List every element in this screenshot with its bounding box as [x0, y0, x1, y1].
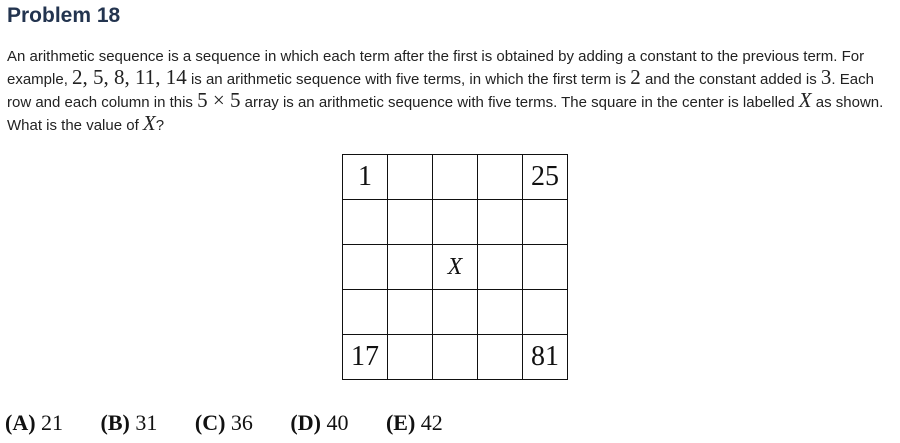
grid-cell	[478, 245, 523, 290]
grid-row	[343, 245, 568, 290]
choice-value: 36	[230, 410, 253, 435]
answer-choice-b[interactable]	[101, 410, 158, 436]
grid-cell	[478, 335, 523, 380]
problem-statement	[7, 47, 897, 136]
grid-cell	[388, 155, 433, 200]
number-grid	[342, 154, 568, 380]
statement-text-6: as shown. What is the value of	[7, 94, 884, 134]
grid-cell	[478, 155, 523, 200]
statement-text-3: and the constant added is	[640, 71, 821, 88]
example-sequence: 2, 5, 8, 11, 14	[72, 65, 187, 89]
answer-choice-e[interactable]	[386, 410, 443, 436]
constant-value: 3	[820, 65, 832, 89]
grid-cell	[343, 200, 388, 245]
grid-cell	[523, 245, 568, 290]
problem-title: Problem 18	[7, 4, 121, 27]
grid-cell: 1	[343, 155, 388, 200]
answer-choice-a[interactable]	[5, 410, 63, 436]
choice-value: 42	[420, 410, 443, 435]
grid-cell: 81	[523, 335, 568, 380]
grid-cell	[433, 290, 478, 335]
answer-choice-c[interactable]	[195, 410, 253, 436]
choice-letter: (D)	[290, 410, 321, 435]
grid-row	[343, 155, 568, 200]
first-term-value: 2	[630, 65, 641, 89]
variable-x-question: X	[142, 111, 156, 135]
grid-row	[343, 290, 568, 335]
grid-cell	[388, 335, 433, 380]
choice-letter: (C)	[194, 410, 226, 435]
grid-cell	[388, 245, 433, 290]
grid-cell	[388, 290, 433, 335]
statement-text-5: array is an arithmetic sequence with five terms. The square in the center is labelled	[240, 94, 799, 111]
array-size: 5 × 5	[197, 88, 241, 112]
grid-cell	[478, 290, 523, 335]
choice-value: 40	[326, 410, 349, 435]
choice-value: 21	[41, 410, 64, 435]
grid-row	[343, 200, 568, 245]
choice-letter: (B)	[100, 410, 130, 435]
grid-cell: 25	[523, 155, 568, 200]
answer-choice-d[interactable]	[290, 410, 348, 436]
grid-cell	[433, 200, 478, 245]
statement-text-7: ?	[155, 117, 165, 134]
grid-cell	[343, 290, 388, 335]
grid-cell	[523, 200, 568, 245]
grid-cell: 17	[343, 335, 388, 380]
choice-letter: (A)	[5, 410, 36, 435]
answer-choices	[5, 410, 475, 436]
choice-value: 31	[135, 410, 158, 435]
statement-text-2: is an arithmetic sequence with five terms, in which the first term is	[186, 71, 631, 88]
statement-text-1: An arithmetic sequence is a sequence in which each term after the first is obtained by adding a constant to the previous term. For example,	[7, 48, 865, 88]
grid-cell-center: X	[433, 245, 478, 290]
grid-cell	[433, 155, 478, 200]
grid-cell	[343, 245, 388, 290]
grid-cell	[523, 290, 568, 335]
grid-cell	[478, 200, 523, 245]
choice-letter: (E)	[385, 410, 416, 435]
grid-cell	[388, 200, 433, 245]
grid-row	[343, 335, 568, 380]
grid-cell	[433, 335, 478, 380]
statement-text-4: . Each row and each column in this	[7, 71, 874, 111]
variable-x: X	[798, 88, 812, 112]
